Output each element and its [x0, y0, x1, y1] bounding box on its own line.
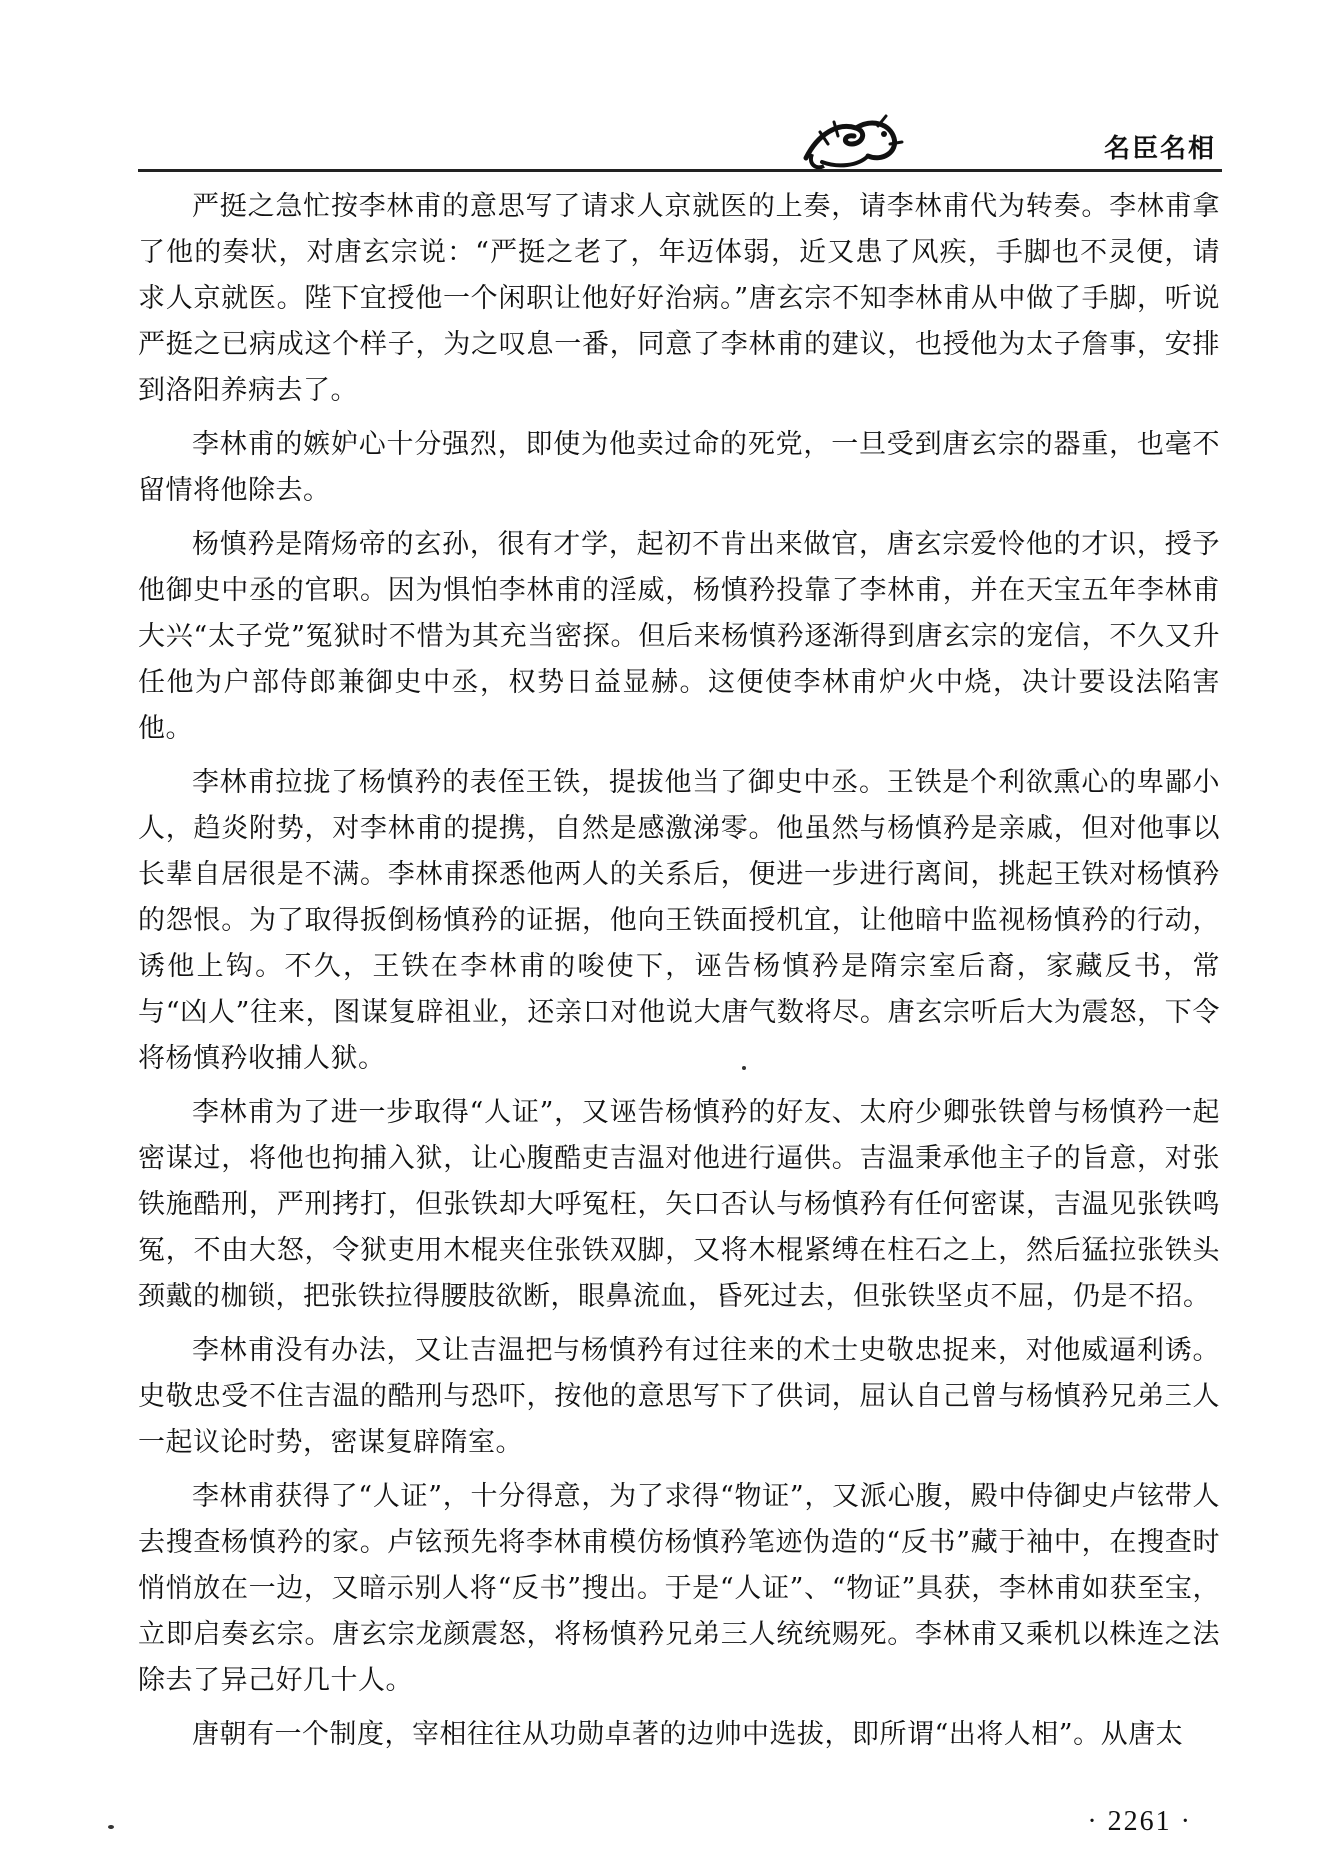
paragraph: 李林甫的嫉妒心十分强烈，即使为他卖过命的死党，一旦受到唐玄宗的器重，也毫不留情将他除去。 — [138, 429, 1220, 506]
scan-speck — [742, 1066, 746, 1070]
paragraph: 李林甫获得了“人证”，十分得意，为了求得“物证”，又派心腹，殿中侍御史卢铉带人去搜查杨慎矜的家。卢铉预先将李林甫模仿杨慎矜笔迹伪造的“反书”藏于袖中，在搜查时悄悄放在一边，又暗示别人将“反书”搜出。于是“人证”、“物证”具获，李林甫如获至宝，立即启奏玄宗。唐玄宗龙颜震怒，将杨慎矜兄弟三人统统赐死。李林甫又乘机以株连之法除去了异己好几十人。 — [138, 1481, 1220, 1696]
section-title: 名臣名相 — [1103, 134, 1216, 164]
page-number: · 2261 · — [1087, 1806, 1192, 1837]
body-text — [138, 184, 1220, 1766]
header-divider — [138, 169, 1222, 172]
paragraph: 李林甫拉拢了杨慎矜的表侄王铁，提拔他当了御史中丞。王铁是个利欲熏心的卑鄙小人，趋炎附势，对李林甫的提携，自然是感激涕零。他虽然与杨慎矜是亲戚，但对他事以长辈自居很是不满。李林甫探悉他两人的关系后，便进一步进行离间，挑起王铁对杨慎矜的怨恨。为了取得扳倒杨慎矜的证据，他向王铁面授机宜，让他暗中监视杨慎矜的行动，诱他上钩。不久，王铁在李林甫的唆使下，诬告杨慎矜是隋宗室后裔，家藏反书，常与“凶人”往来，图谋复辟祖业，还亲口对他说大唐气数将尽。唐玄宗听后大为震怒，下令将杨慎矜收捕人狱。 — [138, 767, 1220, 1074]
paragraph: 严挺之急忙按李林甫的意思写了请求人京就医的上奏，请李林甫代为转奏。李林甫拿了他的奏状，对唐玄宗说：“严挺之老了，年迈体弱，近又患了风疾，手脚也不灵便，请求人京就医。陛下宜授他一个闲职让他好好治病。”唐玄宗不知李林甫从中做了手脚，听说严挺之已病成这个样子，为之叹息一番，同意了李林甫的建议，也授他为太子詹事，安排到洛阳养病去了。 — [138, 191, 1220, 406]
page-header — [138, 108, 1222, 172]
paragraph: 李林甫为了进一步取得“人证”，又诬告杨慎矜的好友、太府少卿张铁曾与杨慎矜一起密谋过，将他也拘捕入狱，让心腹酷吏吉温对他进行逼供。吉温秉承他主子的旨意，对张铁施酷刑，严刑拷打，但张铁却大呼冤枉，矢口否认与杨慎矜有任何密谋，吉温见张铁鸣冤，不由大怒，令狱吏用木棍夹住张铁双脚，又将木棍紧缚在柱石之上，然后猛拉张铁头颈戴的枷锁，把张铁拉得腰肢欲断，眼鼻流血，昏死过去，但张铁坚贞不屈，仍是不招。 — [138, 1097, 1220, 1312]
paragraph: 唐朝有一个制度，宰相往往从功勋卓著的边帅中选拔，即所谓“出将人相”。从唐太 — [192, 1719, 1184, 1750]
scan-speck — [108, 1825, 114, 1829]
paragraph: 李林甫没有办法，又让吉温把与杨慎矜有过往来的术士史敬忠捉来，对他威逼利诱。史敬忠受不住吉温的酷刑与恐吓，按他的意思写下了供词，屈认自己曾与杨慎矜兄弟三人一起议论时势，密谋复辟隋室。 — [138, 1335, 1220, 1458]
paragraph: 杨慎矜是隋炀帝的玄孙，很有才学，起初不肯出来做官，唐玄宗爱怜他的才识，授予他御史中丞的官职。因为惧怕李林甫的淫威，杨慎矜投靠了李林甫，并在天宝五年李林甫大兴“太子党”冤狱时不惜为其充当密探。但后来杨慎矜逐渐得到唐玄宗的宠信，不久又升任他为户部侍郎兼御史中丞，权势日益显赫。这便使李林甫炉火中烧，决计要设法陷害他。 — [138, 529, 1220, 744]
dragon-emblem-icon — [798, 114, 908, 172]
